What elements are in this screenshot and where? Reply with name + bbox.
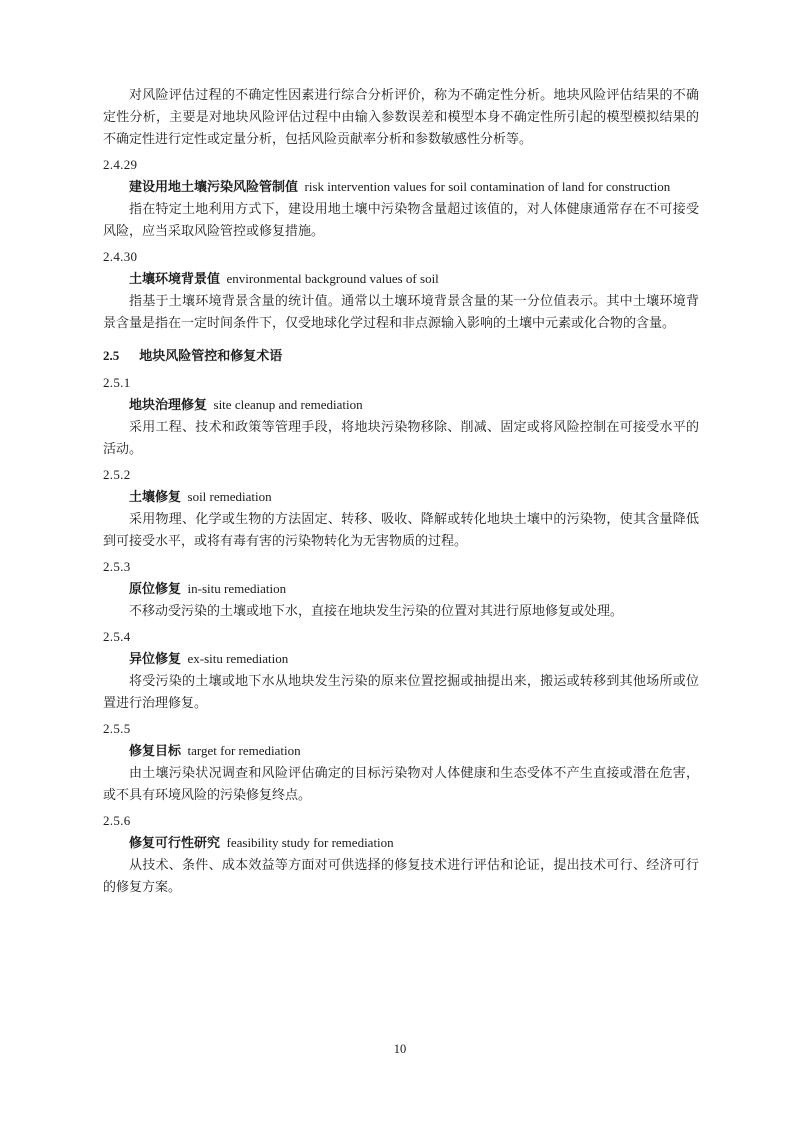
term-chinese: 土壤环境背景值 [129, 271, 221, 286]
term-english: site cleanup and remediation [213, 397, 363, 412]
clause-number: 2.5.3 [103, 559, 131, 574]
term-line [103, 648, 699, 670]
clause-number: 2.5.2 [103, 467, 131, 482]
term-english: risk intervention values for soil contamination of land for construction [304, 179, 671, 194]
body-paragraph: 从技术、条件、成本效益等方面对可供选择的修复技术进行评估和论证，提出技术可行、经济可行的修复方案。 [103, 857, 699, 894]
section-heading [103, 345, 699, 367]
clause-number: 2.4.30 [103, 249, 138, 264]
document-content [103, 84, 699, 898]
body-paragraph: 由土壤污染状况调查和风险评估确定的目标污染物对人体健康和生态受体不产生直接或潜在危害，或不具有环境风险的污染修复终点。 [103, 765, 699, 802]
clause-number: 2.4.29 [103, 157, 138, 172]
term-line [103, 268, 699, 290]
body-paragraph: 不移动受污染的土壤或地下水，直接在地块发生污染的位置对其进行原地修复或处理。 [129, 603, 624, 618]
term-chinese: 修复目标 [129, 743, 182, 758]
term-english: ex-situ remediation [187, 651, 289, 666]
term-line [103, 486, 699, 508]
term-line [103, 740, 699, 762]
clause-number: 2.5.5 [103, 721, 131, 736]
term-english: target for remediation [187, 743, 301, 758]
body-paragraph: 指基于土壤环境背景含量的统计值。通常以土壤环境背景含量的某一分位值表示。其中土壤环境背景含量是指在一定时间条件下，仅受地球化学过程和非点源输入影响的土壤中元素或化合物的含量。 [103, 293, 699, 330]
term-chinese: 土壤修复 [129, 489, 182, 504]
term-chinese: 建设用地土壤污染风险管制值 [129, 179, 299, 194]
section-title: 地块风险管控和修复术语 [139, 348, 283, 363]
term-chinese: 修复可行性研究 [129, 835, 221, 850]
term-line [103, 578, 699, 600]
body-paragraph: 对风险评估过程的不确定性因素进行综合分析评价，称为不确定性分析。地块风险评估结果的不确定性分析，主要是对地块风险评估过程中由输入参数误差和模型本身不确定性所引起的模型模拟结果的不确定性进行定性或定量分析，包括风险贡献率分析和参数敏感性分析等。 [103, 87, 699, 146]
term-english: soil remediation [187, 489, 272, 504]
term-english: feasibility study for remediation [226, 835, 394, 850]
body-paragraph: 指在特定土地利用方式下，建设用地土壤中污染物含量超过该值的，对人体健康通常存在不可接受风险，应当采取风险管控或修复措施。 [103, 201, 699, 238]
term-english: environmental background values of soil [226, 271, 439, 286]
body-paragraph: 将受污染的土壤或地下水从地块发生污染的原来位置挖掘或抽提出来，搬运或转移到其他场所或位置进行治理修复。 [103, 673, 699, 710]
body-paragraph: 采用物理、化学或生物的方法固定、转移、吸收、降解或转化地块土壤中的污染物，使其含量降低到可接受水平，或将有毒有害的污染物转化为无害物质的过程。 [103, 511, 699, 548]
term-line [103, 394, 699, 416]
section-number: 2.5 [103, 348, 120, 363]
clause-number: 2.5.6 [103, 813, 131, 828]
term-chinese: 原位修复 [129, 581, 182, 596]
clause-number: 2.5.1 [103, 375, 131, 390]
term-line [103, 832, 699, 854]
term-english: in-situ remediation [187, 581, 287, 596]
body-paragraph: 采用工程、技术和政策等管理手段，将地块污染物移除、削减、固定或将风险控制在可接受水平的活动。 [103, 419, 699, 456]
term-line [103, 176, 699, 198]
term-chinese: 异位修复 [129, 651, 182, 666]
clause-number: 2.5.4 [103, 629, 131, 644]
page-number: 10 [393, 1042, 407, 1056]
term-chinese: 地块治理修复 [129, 397, 208, 412]
